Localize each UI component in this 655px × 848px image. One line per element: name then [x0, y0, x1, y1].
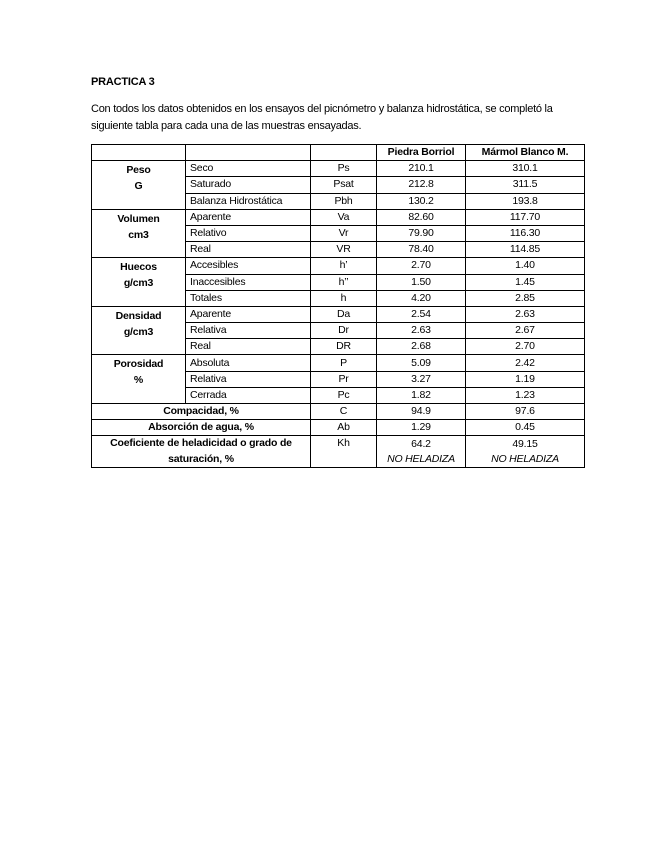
value-piedra-borriol: 1.82 [377, 387, 466, 403]
group-label-name: Porosidad [113, 358, 164, 371]
row-symbol: Pc [311, 387, 377, 403]
value-marmol-blanco: 0.45 [466, 420, 585, 436]
row-symbol: DR [311, 339, 377, 355]
value-piedra-borriol: 1.50 [377, 274, 466, 290]
header-cell-empty [311, 145, 377, 161]
group-label-unit: g/cm3 [123, 277, 154, 290]
value-piedra-borriol: 78.40 [377, 242, 466, 258]
value-piedra-borriol: 64.2 [411, 437, 431, 450]
group-label-name: Volumen [117, 212, 160, 225]
value-marmol-blanco: 2.42 [466, 355, 585, 371]
row-symbol: C [311, 404, 377, 420]
results-table [91, 144, 585, 468]
value-piedra-borriol-cell [377, 436, 466, 468]
helacidad-row [92, 436, 585, 468]
value-marmol-blanco: 114.85 [466, 242, 585, 258]
value-piedra-borriol: 2.70 [377, 258, 466, 274]
row-symbol: Psat [311, 177, 377, 193]
row-property-name: Seco [186, 161, 311, 177]
row-property-name: Cerrada [186, 387, 311, 403]
group-label [92, 355, 186, 404]
group-label [92, 258, 186, 307]
row-symbol: Ab [311, 420, 377, 436]
value-piedra-borriol: 3.27 [377, 371, 466, 387]
summary-label: Compacidad, % [92, 404, 311, 420]
summary-label: Coeficiente de heladicidad o grado de saturación, % [92, 436, 311, 468]
table-header-row [92, 145, 585, 161]
value-marmol-blanco: 2.67 [466, 323, 585, 339]
value-piedra-borriol: 2.63 [377, 323, 466, 339]
value-marmol-blanco: 2.63 [466, 306, 585, 322]
row-symbol: Va [311, 209, 377, 225]
row-property-name: Absoluta [186, 355, 311, 371]
group-label-name: Peso [126, 164, 151, 177]
value-marmol-blanco: 117.70 [466, 209, 585, 225]
value-marmol-blanco: 310.1 [466, 161, 585, 177]
header-cell-empty [186, 145, 311, 161]
page-title: PRACTICA 3 [91, 76, 155, 88]
value-marmol-blanco: 1.40 [466, 258, 585, 274]
row-property-name: Inaccesibles [186, 274, 311, 290]
value-piedra-borriol: 1.29 [377, 420, 466, 436]
header-cell-empty [92, 145, 186, 161]
value-piedra-borriol: 2.54 [377, 306, 466, 322]
value-piedra-borriol: 130.2 [377, 193, 466, 209]
table-row [92, 161, 585, 177]
value-piedra-borriol: 94.9 [377, 404, 466, 420]
value-piedra-borriol: 212.8 [377, 177, 466, 193]
table-row [92, 355, 585, 371]
verdict-note: NO HELADIZA [491, 452, 559, 465]
value-marmol-blanco: 1.45 [466, 274, 585, 290]
value-marmol-blanco: 49.15 [512, 437, 538, 450]
row-symbol: VR [311, 242, 377, 258]
value-marmol-blanco: 116.30 [466, 225, 585, 241]
value-piedra-borriol: 2.68 [377, 339, 466, 355]
row-property-name: Balanza Hidrostática [186, 193, 311, 209]
row-symbol: Dr [311, 323, 377, 339]
table-row [92, 209, 585, 225]
row-symbol: Kh [311, 436, 377, 468]
group-label [92, 306, 186, 355]
group-label-unit: g/cm3 [123, 325, 154, 338]
row-symbol: Pbh [311, 193, 377, 209]
intro-paragraph: Con todos los datos obtenidos en los ensayos del picnómetro y balanza hidrostática, se completó la siguiente tabla para cada una de las muestras ensayadas. [91, 103, 553, 132]
row-property-name: Totales [186, 290, 311, 306]
row-property-name: Accesibles [186, 258, 311, 274]
header-marmol-blanco: Mármol Blanco M. [466, 145, 585, 161]
row-property-name: Relativa [186, 323, 311, 339]
value-marmol-blanco: 311.5 [466, 177, 585, 193]
value-piedra-borriol: 79.90 [377, 225, 466, 241]
value-piedra-borriol: 82.60 [377, 209, 466, 225]
compacidad-row [92, 404, 585, 420]
row-property-name: Relativo [186, 225, 311, 241]
value-marmol-blanco: 2.70 [466, 339, 585, 355]
value-piedra-borriol: 5.09 [377, 355, 466, 371]
row-property-name: Saturado [186, 177, 311, 193]
value-marmol-blanco: 1.19 [466, 371, 585, 387]
row-property-name: Aparente [186, 209, 311, 225]
group-label-unit: cm3 [128, 228, 149, 241]
group-label [92, 209, 186, 258]
row-symbol: Vr [311, 225, 377, 241]
row-symbol: Da [311, 306, 377, 322]
value-piedra-borriol: 210.1 [377, 161, 466, 177]
value-marmol-blanco-cell [466, 436, 585, 468]
row-property-name: Real [186, 242, 311, 258]
verdict-note: NO HELADIZA [387, 452, 455, 465]
row-property-name: Relativa [186, 371, 311, 387]
group-label-name: Densidad [115, 309, 162, 322]
row-property-name: Aparente [186, 306, 311, 322]
value-marmol-blanco: 1.23 [466, 387, 585, 403]
row-symbol: h’’ [311, 274, 377, 290]
absorcion-row [92, 420, 585, 436]
value-marmol-blanco: 2.85 [466, 290, 585, 306]
group-label-unit: % [133, 374, 144, 387]
value-marmol-blanco: 97.6 [466, 404, 585, 420]
row-symbol: h’ [311, 258, 377, 274]
table-row [92, 258, 585, 274]
row-symbol: P [311, 355, 377, 371]
row-property-name: Real [186, 339, 311, 355]
summary-label: Absorción de agua, % [92, 420, 311, 436]
group-label-name: Huecos [120, 261, 157, 274]
row-symbol: h [311, 290, 377, 306]
row-symbol: Ps [311, 161, 377, 177]
group-label [92, 161, 186, 210]
group-label-unit: G [134, 180, 143, 193]
row-symbol: Pr [311, 371, 377, 387]
value-piedra-borriol: 4.20 [377, 290, 466, 306]
header-piedra-borriol: Piedra Borriol [377, 145, 466, 161]
value-marmol-blanco: 193.8 [466, 193, 585, 209]
table-row [92, 306, 585, 322]
